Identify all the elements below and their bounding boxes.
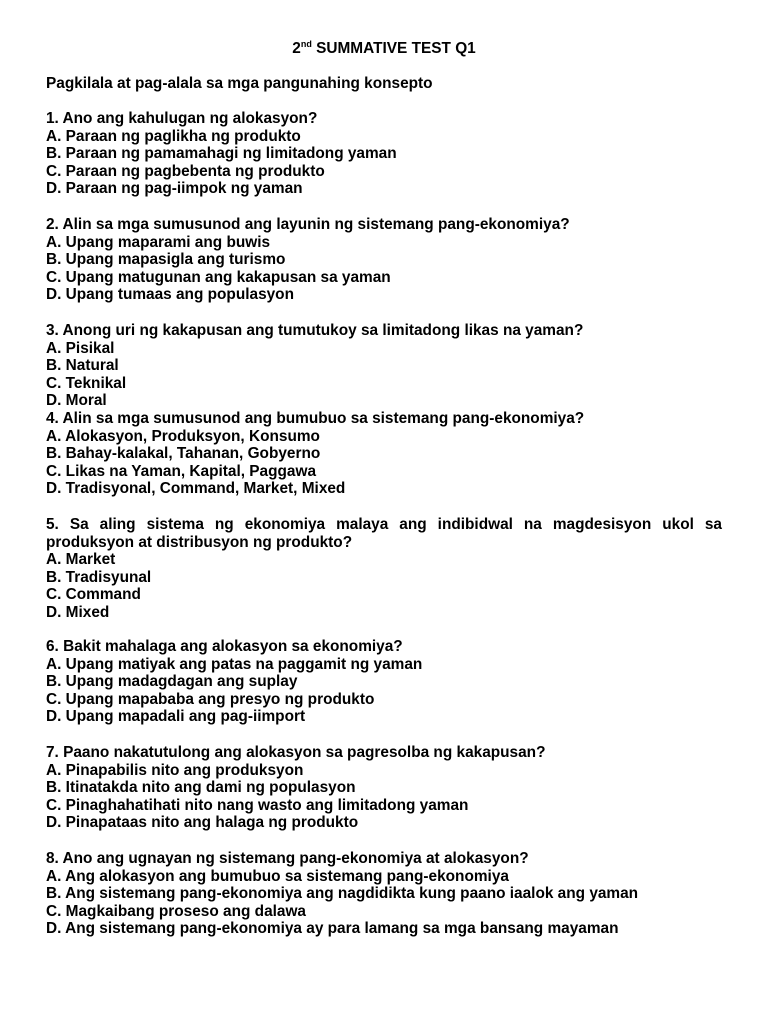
option-b: B. Itinatakda nito ang dami ng populasyon — [46, 779, 356, 797]
option-a: A. Pisikal — [46, 339, 115, 357]
option-d: D. Upang tumaas ang populasyon — [46, 286, 294, 304]
option-c: C. Likas na Yaman, Kapital, Paggawa — [46, 462, 317, 480]
title-rest: SUMMATIVE TEST Q1 — [311, 40, 476, 57]
option-d: D. Paraan ng pag-iimpok ng yaman — [46, 180, 303, 198]
option-d: D. Ang sistemang pang-ekonomiya ay para lamang sa mga bansang mayaman — [46, 920, 619, 938]
question-1 — [46, 110, 722, 198]
question-6 — [46, 638, 722, 726]
option-c: C. Teknikal — [46, 374, 127, 392]
option-c: C. Paraan ng pagbebenta ng produkto — [46, 162, 325, 180]
option-c: C. Magkaibang proseso ang dalawa — [46, 902, 306, 920]
option-d: D. Pinapataas nito ang halaga ng produkto — [46, 814, 359, 832]
question-stem: 7. Paano nakatutulong ang alokasyon sa pagresolba ng kakapusan? — [46, 744, 546, 761]
option-c: C. Command — [46, 586, 141, 604]
question-4 — [46, 410, 722, 498]
option-a: A. Market — [46, 551, 116, 569]
title-prefix: 2 — [292, 40, 301, 57]
section-heading: Pagkilala at pag-alala sa mga pangunahing konsepto — [46, 75, 433, 92]
option-a: A. Upang maparami ang buwis — [46, 233, 271, 251]
option-b: B. Natural — [46, 357, 119, 375]
question-stem: 6. Bakit mahalaga ang alokasyon sa ekonomiya? — [46, 638, 403, 655]
question-stem: 2. Alin sa mga sumusunod ang layunin ng sistemang pang-ekonomiya? — [46, 216, 570, 233]
option-c: C. Upang mapababa ang presyo ng produkto — [46, 690, 375, 708]
question-stem: 4. Alin sa mga sumusunod ang bumubuo sa sistemang pang-ekonomiya? — [46, 410, 585, 427]
option-b: B. Upang mapasigla ang turismo — [46, 251, 286, 269]
option-d: D. Mixed — [46, 603, 110, 621]
option-b: B. Upang madagdagan ang suplay — [46, 673, 298, 691]
question-stem: 1. Ano ang kahulugan ng alokasyon? — [46, 110, 318, 127]
option-a: A. Ang alokasyon ang bumubuo sa sistemang pang-ekonomiya — [46, 867, 509, 885]
question-5 — [46, 516, 722, 622]
option-b: B. Paraan ng pamamahagi ng limitadong yaman — [46, 145, 397, 163]
option-b: B. Tradisyunal — [46, 568, 152, 586]
option-a: A. Pinapabilis nito ang produksyon — [46, 761, 304, 779]
question-stem: 8. Ano ang ugnayan ng sistemang pang-ekonomiya at alokasyon? — [46, 850, 529, 867]
option-c: C. Pinaghahatihati nito nang wasto ang limitadong yaman — [46, 796, 469, 814]
option-a: A. Paraan ng paglikha ng produkto — [46, 127, 301, 145]
option-d: D. Upang mapadali ang pag-iimport — [46, 708, 306, 726]
option-b: B. Bahay-kalakal, Tahanan, Gobyerno — [46, 445, 321, 463]
question-8 — [46, 850, 722, 938]
question-7 — [46, 744, 722, 832]
question-stem: 5. Sa aling sistema ng ekonomiya malaya ang indibidwal na magdesisyon ukol sa produksyon at distribusyon ng produkto? — [46, 516, 722, 551]
question-stem: 3. Anong uri ng kakapusan ang tumutukoy sa limitadong likas na yaman? — [46, 322, 584, 339]
option-a: A. Alokasyon, Produksyon, Konsumo — [46, 427, 320, 445]
question-3 — [46, 322, 722, 410]
option-b: B. Ang sistemang pang-ekonomiya ang nagdidikta kung paano iaalok ang yaman — [46, 885, 639, 903]
title-ordinal-suffix: nd — [300, 39, 312, 49]
page-title — [0, 40, 768, 58]
option-d: D. Moral — [46, 392, 107, 410]
option-a: A. Upang matiyak ang patas na paggamit ng yaman — [46, 655, 423, 673]
option-d: D. Tradisyonal, Command, Market, Mixed — [46, 480, 346, 498]
option-c: C. Upang matugunan ang kakapusan sa yaman — [46, 268, 391, 286]
question-2 — [46, 216, 722, 304]
